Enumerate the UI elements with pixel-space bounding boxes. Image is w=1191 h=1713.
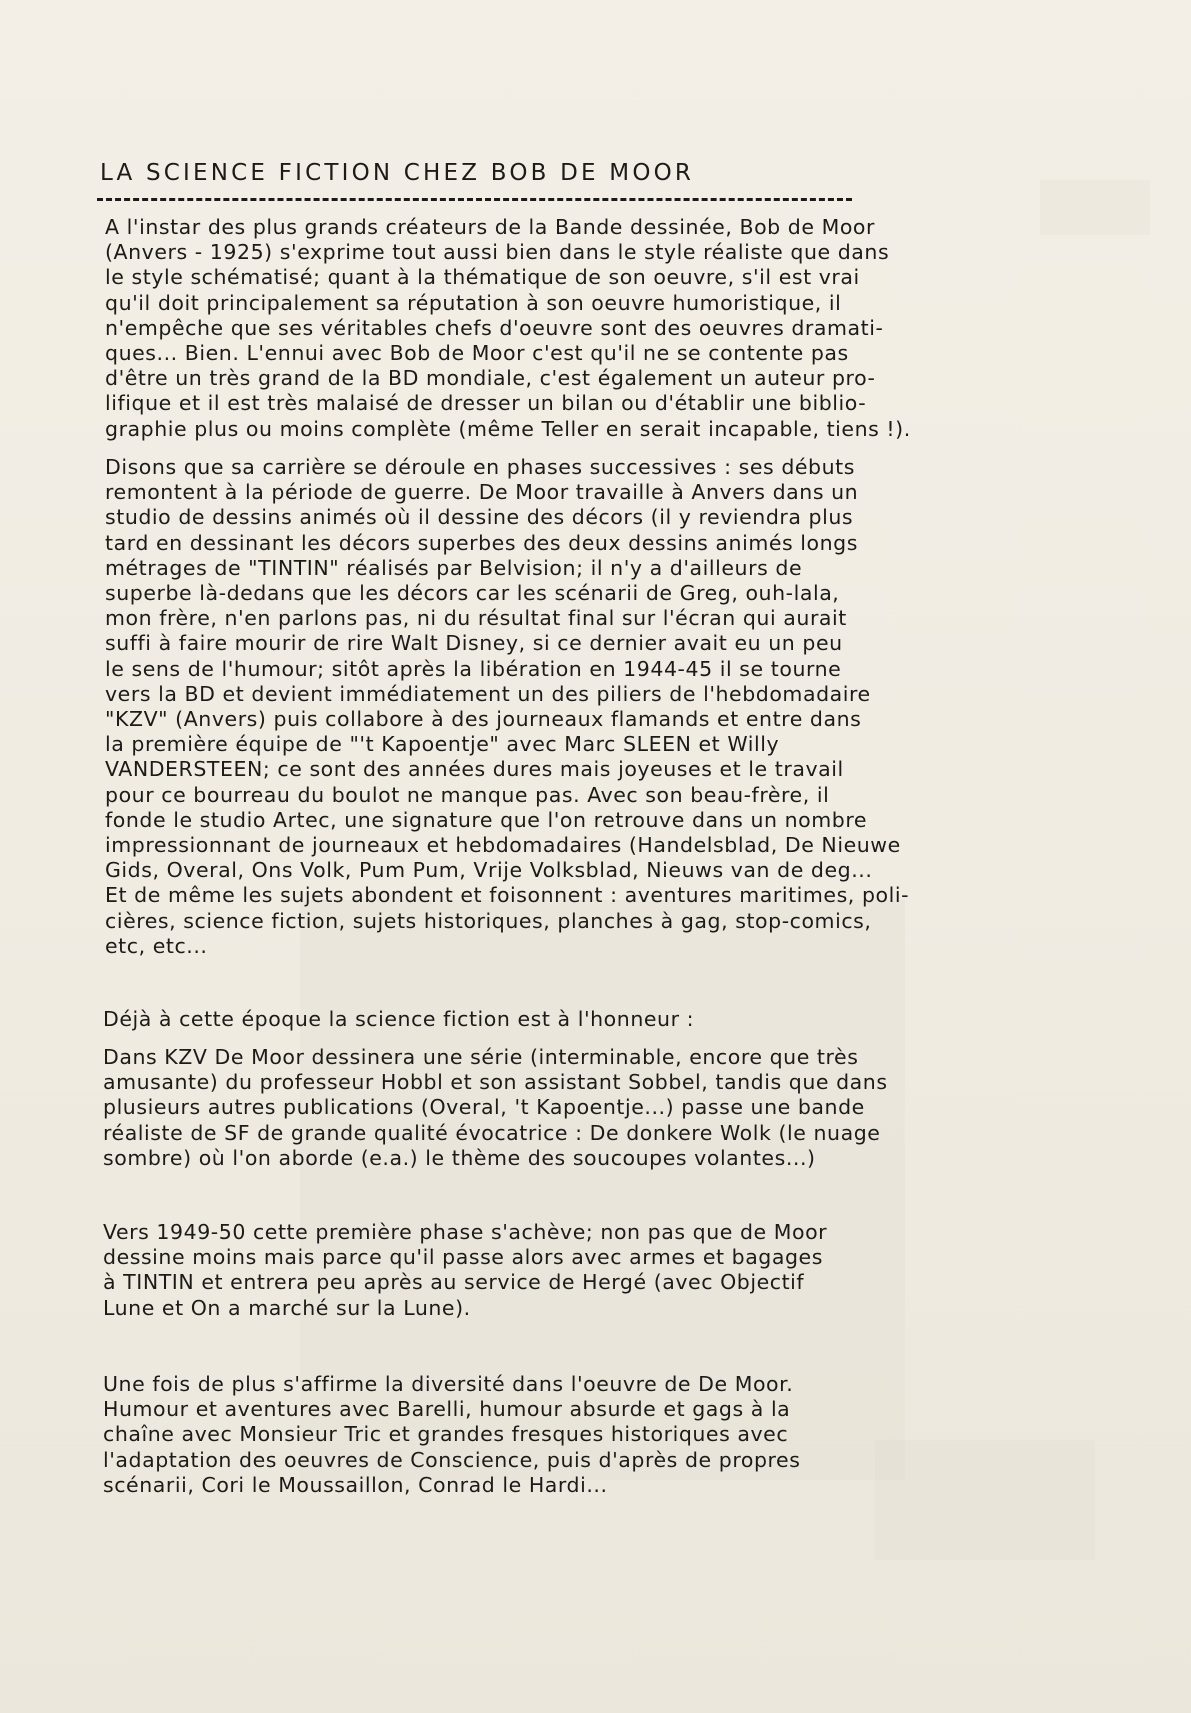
text-line: etc, etc... xyxy=(105,933,208,958)
paragraph xyxy=(103,1007,1053,1032)
text-line: fonde le studio Artec, une signature que l'on retrouve dans un nombre xyxy=(105,807,868,832)
title-dashed-underline xyxy=(97,198,852,201)
text-line: "KZV" (Anvers) puis collabore à des journeaux flamands et entre dans xyxy=(105,707,862,732)
text-line: Humour et aventures avec Barelli, humour absurde et gags à la xyxy=(103,1397,791,1422)
show-through-shadow xyxy=(1040,180,1150,235)
text-line: Disons que sa carrière se déroule en phases successives : ses débuts xyxy=(105,455,855,479)
text-line: l'adaptation des oeuvres de Conscience, puis d'après de propres xyxy=(103,1447,801,1472)
paragraph xyxy=(103,1045,1053,1171)
text-line: Une fois de plus s'affirme la diversité dans l'oeuvre de De Moor. xyxy=(103,1372,794,1396)
text-line: amusante) du professeur Hobbl et son assistant Sobbel, tandis que dans xyxy=(103,1070,888,1095)
text-line: métrages de "TINTIN" réalisés par Belvision; il n'y a d'ailleurs de xyxy=(105,555,803,580)
text-line: qu'il doit principalement sa réputation à son oeuvre humoristique, il xyxy=(105,290,842,315)
text-line: chaîne avec Monsieur Tric et grandes fresques historiques avec xyxy=(103,1422,789,1447)
text-line: Gids, Overal, Ons Volk, Pum Pum, Vrije Volksblad, Nieuws van de deg... xyxy=(105,858,873,883)
text-line: suffi à faire mourir de rire Walt Disney, si ce dernier avait eu un peu xyxy=(105,631,843,656)
text-line: le style schématisé; quant à la thématique de son oeuvre, s'il est vrai xyxy=(105,265,860,290)
text-line: dessine moins mais parce qu'il passe alors avec armes et bagages xyxy=(103,1245,823,1270)
text-line: n'empêche que ses véritables chefs d'oeuvre sont des oeuvres dramati- xyxy=(105,315,884,340)
text-line: lifique et il est très malaisé de dresser un bilan ou d'établir une biblio- xyxy=(105,391,867,416)
text-line: studio de dessins animés où il dessine des décors (il y reviendra plus xyxy=(105,505,854,530)
text-line: pour ce bourreau du boulot ne manque pas. Avec son beau-frère, il xyxy=(105,782,830,807)
text-line: à TINTIN et entrera peu après au service de Hergé (avec Objectif xyxy=(103,1270,805,1295)
text-line: sombre) où l'on aborde (e.a.) le thème des soucoupes volantes...) xyxy=(103,1145,816,1170)
paragraph xyxy=(105,215,1055,442)
text-line: vers la BD et devient immédiatement un des piliers de l'hebdomadaire xyxy=(105,681,871,706)
text-line: cières, science fiction, sujets historiques, planches à gag, stop-comics, xyxy=(105,908,872,933)
text-line: Et de même les sujets abondent et foisonnent : aventures maritimes, poli- xyxy=(105,883,910,908)
document-title: LA SCIENCE FICTION CHEZ BOB DE MOOR xyxy=(100,160,695,186)
text-line: Déjà à cette époque la science fiction est à l'honneur : xyxy=(103,1007,695,1031)
text-line: ques... Bien. L'ennui avec Bob de Moor c'est qu'il ne se contente pas xyxy=(105,341,849,366)
text-line: remontent à la période de guerre. De Moor travaille à Anvers dans un xyxy=(105,480,859,505)
text-line: le sens de l'humour; sitôt après la libération en 1944-45 il se tourne xyxy=(105,656,842,681)
text-line: VANDERSTEEN; ce sont des années dures mais joyeuses et le travail xyxy=(105,757,844,782)
text-line: (Anvers - 1925) s'exprime tout aussi bien dans le style réaliste que dans xyxy=(105,240,890,265)
text-line: réaliste de SF de grande qualité évocatrice : De donkere Wolk (le nuage xyxy=(103,1120,881,1145)
paragraph xyxy=(103,1220,1053,1321)
text-line: Dans KZV De Moor dessinera une série (interminable, encore que très xyxy=(103,1045,859,1069)
paragraph xyxy=(105,455,1055,959)
text-line: superbe là-dedans que les décors car les scénarii de Greg, ouh-lala, xyxy=(105,581,840,606)
text-line: A l'instar des plus grands créateurs de la Bande dessinée, Bob de Moor xyxy=(105,215,875,239)
text-line: plusieurs autres publications (Overal, 't Kapoentje...) passe une bande xyxy=(103,1095,865,1120)
text-line: graphie plus ou moins complète (même Teller en serait incapable, tiens !). xyxy=(105,416,911,441)
paragraph xyxy=(103,1372,1053,1498)
text-line: mon frère, n'en parlons pas, ni du résultat final sur l'écran qui aurait xyxy=(105,606,847,631)
text-line: Vers 1949-50 cette première phase s'achève; non pas que de Moor xyxy=(103,1220,828,1244)
text-line: d'être un très grand de la BD mondiale, c'est également un auteur pro- xyxy=(105,366,876,391)
text-line: Lune et On a marché sur la Lune). xyxy=(103,1295,471,1320)
text-line: impressionnant de journeaux et hebdomadaires (Handelsblad, De Nieuwe xyxy=(105,833,901,858)
text-line: la première équipe de "'t Kapoentje" avec Marc SLEEN et Willy xyxy=(105,732,780,757)
text-line: scénarii, Cori le Moussaillon, Conrad le Hardi... xyxy=(103,1472,608,1497)
text-line: tard en dessinant les décors superbes des deux dessins animés longs xyxy=(105,530,858,555)
